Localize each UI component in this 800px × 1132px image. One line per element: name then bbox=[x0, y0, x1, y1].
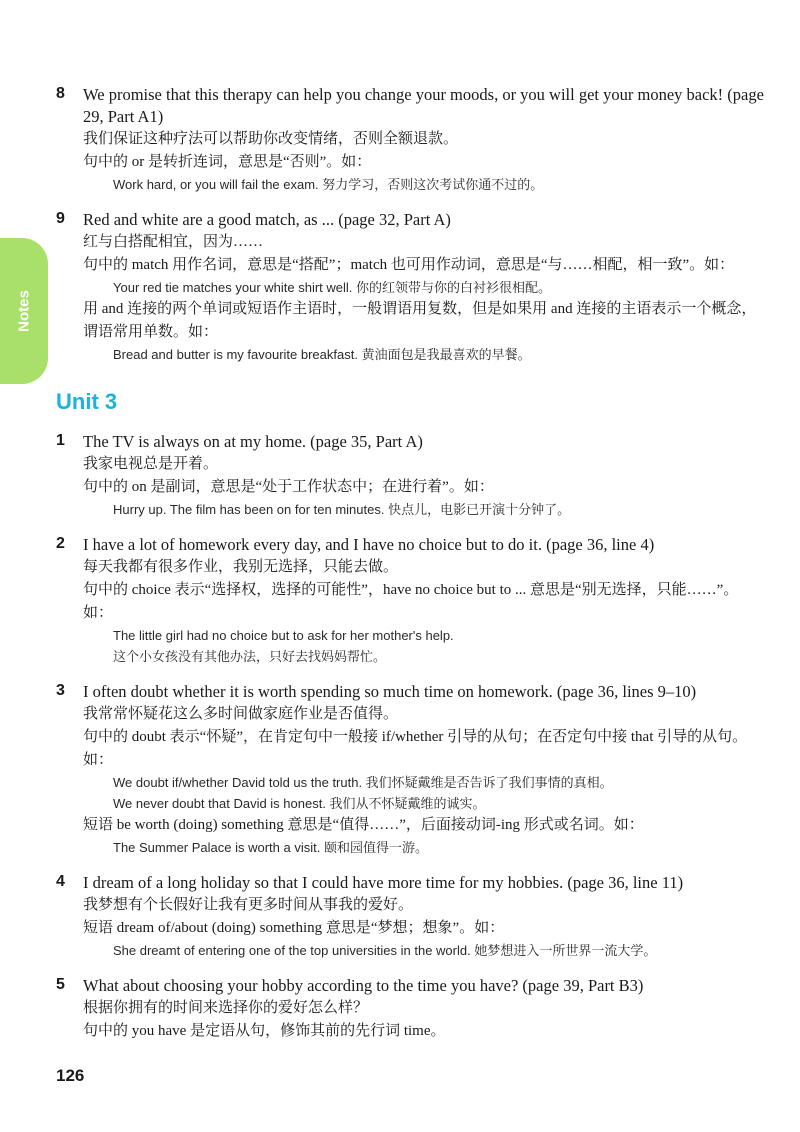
note-item bbox=[56, 431, 768, 520]
note-example: The Summer Palace is worth a visit. 颐和园值得一游。 bbox=[113, 840, 428, 855]
note-explanation: 我常常怀疑花这么多时间做家庭作业是否值得。 bbox=[83, 706, 399, 722]
notes-side-tab bbox=[0, 238, 48, 384]
note-example: She dreamt of entering one of the top universities in the world. 她梦想进入一所世界一流大学。 bbox=[113, 943, 657, 958]
page-content bbox=[56, 84, 768, 1043]
note-number: 4 bbox=[56, 873, 65, 890]
note-number: 3 bbox=[56, 682, 65, 699]
note-item bbox=[56, 681, 768, 858]
note-english-sentence: The TV is always on at my home. (page 35, Part A) bbox=[83, 432, 423, 451]
note-explanation: 我们保证这种疗法可以帮助你改变情绪，否则全额退款。 bbox=[83, 131, 459, 147]
note-explanation: 我梦想有个长假好让我有更多时间从事我的爱好。 bbox=[83, 897, 414, 913]
note-english-sentence: We promise that this therapy can help you change your moods, or you will get your money back! (page 29, Part A1) bbox=[83, 85, 764, 126]
note-english-sentence: I have a lot of homework every day, and I have no choice but to do it. (page 36, line 4) bbox=[83, 535, 655, 554]
note-number: 8 bbox=[56, 85, 65, 102]
note-item bbox=[56, 872, 768, 961]
note-explanation: 我家电视总是开着。 bbox=[83, 456, 219, 472]
note-english-sentence: Red and white are a good match, as ... (page 32, Part A) bbox=[83, 210, 451, 229]
note-explanation: 句中的 you have 是定语从句，修饰其前的先行词 time。 bbox=[83, 1023, 446, 1039]
notes-list-before bbox=[56, 84, 768, 365]
note-english-sentence: What about choosing your hobby according to the time you have? (page 39, Part B3) bbox=[83, 976, 644, 995]
note-number: 1 bbox=[56, 432, 65, 449]
note-explanation: 根据你拥有的时间来选择你的爱好怎么样？ bbox=[83, 1000, 369, 1016]
note-explanation: 句中的 on 是副词，意思是“处于工作状态中；在进行着”。如： bbox=[83, 479, 494, 495]
page-number: 126 bbox=[56, 1066, 85, 1085]
note-explanation: 用 and 连接的两个单词或短语作主语时，一般谓语用复数，但是如果用 and 连接的主语表示一个概念，谓语常用单数。如： bbox=[83, 301, 757, 340]
note-explanation: 短语 dream of/about (doing) something 意思是“梦想；想象”。如： bbox=[83, 920, 505, 936]
unit-title: Unit 3 bbox=[56, 389, 118, 414]
note-english-sentence: I dream of a long holiday so that I could have more time for my hobbies. (page 36, line 11) bbox=[83, 873, 684, 892]
note-explanation: 句中的 choice 表示“选择权，选择的可能性”，have no choice but to ... 意思是“别无选择，只能……”。如： bbox=[83, 582, 739, 621]
note-example: Hurry up. The film has been on for ten minutes. 快点儿，电影已开演十分钟了。 bbox=[113, 502, 571, 517]
notes-side-tab-label: Notes bbox=[15, 290, 33, 332]
note-example: The little girl had no choice but to ask for her mother's help. bbox=[113, 628, 454, 643]
note-example: Bread and butter is my favourite breakfast. 黄油面包是我最喜欢的早餐。 bbox=[113, 347, 531, 362]
note-explanation: 句中的 match 用作名词，意思是“搭配”；match 也可用作动词，意思是“与……相配，相一致”。如： bbox=[83, 257, 735, 273]
note-item bbox=[56, 975, 768, 1043]
note-item bbox=[56, 209, 768, 365]
note-explanation: 短语 be worth (doing) something 意思是“值得……”，后面接动词-ing 形式或名词。如： bbox=[83, 817, 644, 833]
note-item bbox=[56, 534, 768, 667]
note-explanation: 红与白搭配相宜，因为…… bbox=[83, 234, 264, 250]
note-example: We doubt if/whether David told us the truth. 我们怀疑戴维是否告诉了我们事情的真相。 bbox=[113, 775, 613, 790]
note-example: We never doubt that David is honest. 我们从不怀疑戴维的诚实。 bbox=[113, 796, 486, 811]
note-explanation: 句中的 or 是转折连词，意思是“否则”。如： bbox=[83, 154, 372, 170]
notes-list-after bbox=[56, 431, 768, 1043]
note-explanation: 句中的 doubt 表示“怀疑”，在肯定句中一般接 if/whether 引导的从句；在否定句中接 that 引导的从句。如： bbox=[83, 729, 748, 768]
note-example: Your red tie matches your white shirt well. 你的红领带与你的白衬衫很相配。 bbox=[113, 280, 552, 295]
note-item bbox=[56, 84, 768, 195]
note-explanation: 每天我都有很多作业，我别无选择，只能去做。 bbox=[83, 559, 399, 575]
note-number: 9 bbox=[56, 210, 65, 227]
note-example: 这个小女孩没有其他办法，只好去找妈妈帮忙。 bbox=[113, 649, 387, 664]
note-english-sentence: I often doubt whether it is worth spending so much time on homework. (page 36, lines 9–10) bbox=[83, 682, 697, 701]
note-example: Work hard, or you will fail the exam. 努力学习，否则这次考试你通不过的。 bbox=[113, 177, 544, 192]
note-number: 5 bbox=[56, 976, 65, 993]
note-number: 2 bbox=[56, 535, 65, 552]
